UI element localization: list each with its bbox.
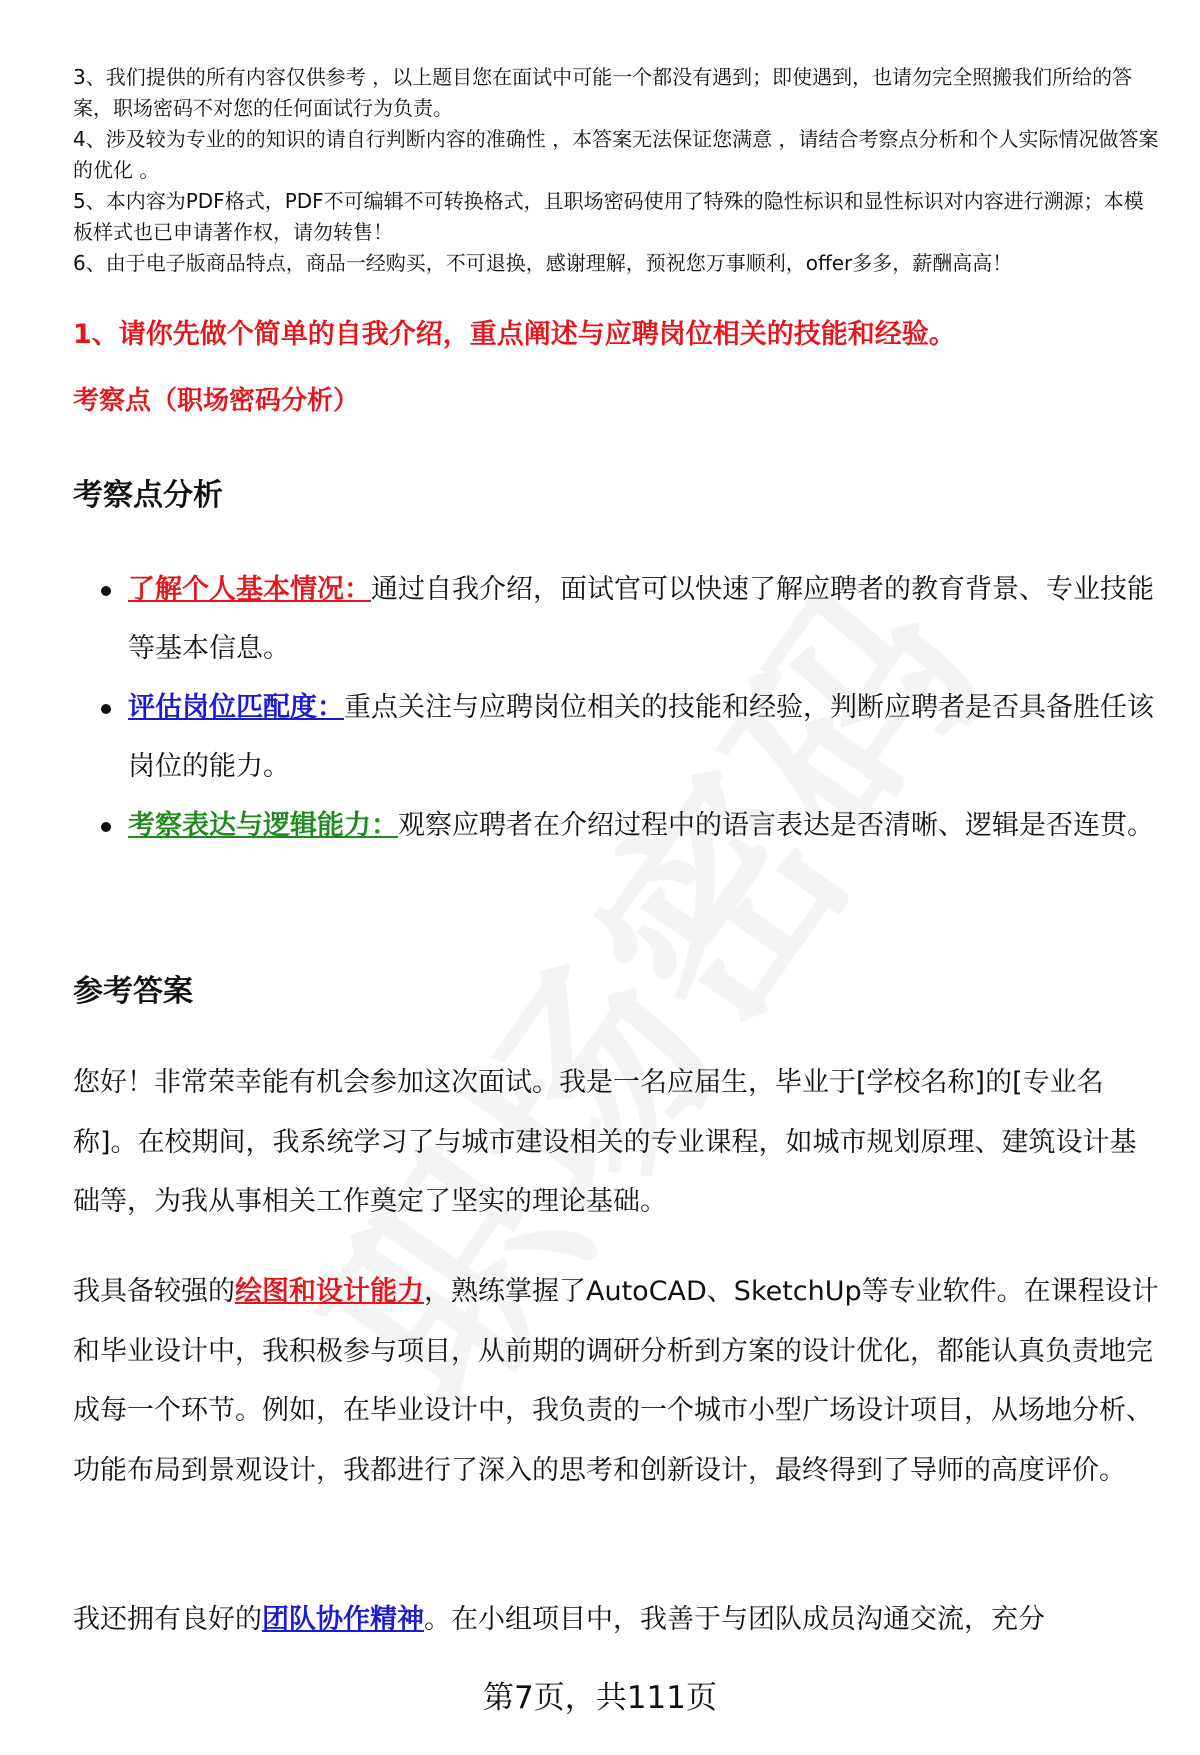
bullet-label: 考察表达与逻辑能力： <box>128 810 398 841</box>
highlight-drawing-skill: 绘图和设计能力 <box>235 1276 424 1307</box>
text: ，熟练掌握了AutoCAD、SketchUp等专业软件。在课程设计和毕业设计中，我积极参与项目，从前期的调研分析到方案的设计优化，都能认真负责地完成每一个环节。例如，在毕业设计中，我负责的一个城市小型广场设计项目，从场地分析、功能布局到景观设计，我都进行了深入的思考和创新设计，最终得到了导师的高度评价。 <box>73 1276 1159 1486</box>
analysis-heading: 考察点分析 <box>73 478 223 513</box>
bullet-text: 重点关注与应聘岗位相关的技能和经验，判断应聘者是否具备胜任该岗位的能力。 <box>128 692 1154 782</box>
highlight-teamwork: 团队协作精神 <box>262 1604 424 1635</box>
list-item <box>105 796 1160 855</box>
bullet-label: 评估岗位匹配度： <box>128 692 344 723</box>
kaochadian-title: 考察点（职场密码分析） <box>73 386 360 416</box>
bullet-text: 通过自我介绍，面试官可以快速了解应聘者的教育背景、专业技能等基本信息。 <box>128 574 1154 664</box>
answer-paragraph-1: 您好！非常荣幸能有机会参加这次面试。我是一名应届生，毕业于[学校名称]的[专业名称]。在校期间，我系统学习了与城市建设相关的专业课程，如城市规划原理、建筑设计基础等，为我从事相关工作奠定了坚实的理论基础。 <box>73 1067 1137 1217</box>
note-3: 3、我们提供的所有内容仅供参考 ，以上题目您在面试中可能一个都没有遇到；即使遇到，也请勿完全照搬我们所给的答案，职场密码不对您的任何面试行为负责。 <box>73 65 1133 120</box>
answer-heading: 参考答案 <box>73 974 193 1009</box>
list-item <box>105 560 1160 678</box>
text: 我具备较强的 <box>73 1276 235 1307</box>
text: 。在小组项目中，我善于与团队成员沟通交流，充分 <box>424 1604 1045 1635</box>
text: 我还拥有良好的 <box>73 1604 262 1635</box>
note-6: 6、由于电子版商品特点，商品一经购买，不可退换，感谢理解，预祝您万事顺利，offer多多，薪酬高高！ <box>73 251 1013 275</box>
note-4: 4、涉及较为专业的的知识的请自行判断内容的准确性 ，本答案无法保证您满意 ，请结合考察点分析和个人实际情况做答案的优化 。 <box>73 127 1159 182</box>
bullet-text: 观察应聘者在介绍过程中的语言表达是否清晰、逻辑是否连贯。 <box>398 810 1154 841</box>
bullet-label: 了解个人基本情况： <box>128 574 371 605</box>
list-item <box>105 678 1160 796</box>
answer-paragraph-3 <box>73 1590 1163 1650</box>
answer-paragraph-2 <box>73 1262 1163 1500</box>
page-number: 第7页，共111页 <box>483 1680 717 1716</box>
note-5: 5、本内容为PDF格式，PDF不可编辑不可转换格式，且职场密码使用了特殊的隐性标识和显性标识对内容进行溯源；本模板样式也已申请著作权，请勿转售！ <box>73 189 1144 244</box>
analysis-list <box>105 560 1160 855</box>
notes <box>73 62 1163 279</box>
question-title: 1、请你先做个简单的自我介绍，重点阐述与应聘岗位相关的技能和经验。 <box>73 319 956 350</box>
